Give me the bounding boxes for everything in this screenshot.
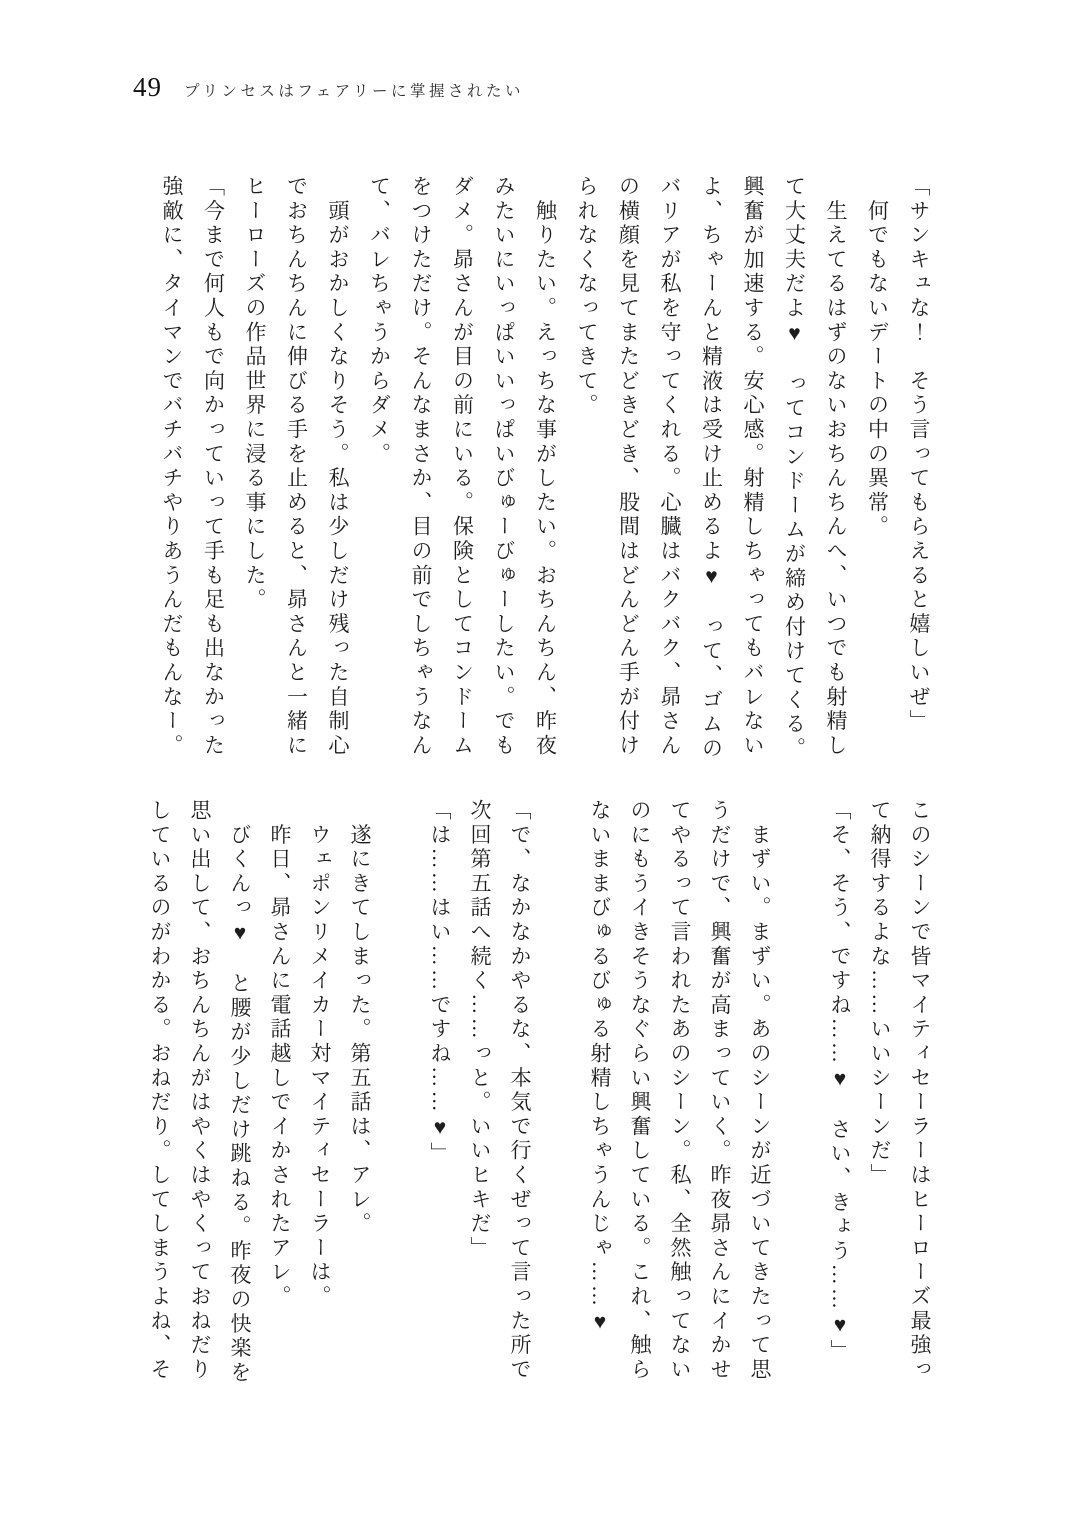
text-column: 頭がおかしくなりそう。私は少しだけ残った自制心: [326, 175, 350, 759]
text-column: うだけで、興奮が高まっていく。昨夜昴さんにイかせ: [708, 799, 732, 1383]
text-column: びくんっ♥ と腰が少しだけ跳ねる。昨夜の快楽を: [228, 799, 252, 1386]
text-column: 「今まで何人もで向かっていって手も足も出なかった: [201, 175, 226, 759]
text-column: よ、ちゃーんと精液は受け止めるよ♥ って、ゴムの: [699, 175, 724, 762]
text-column: みたいにいっぱいいっぱいびゅーびゅーしたい。でも: [492, 175, 516, 759]
text-column: ないままびゅるびゅる射精しちゃうんじゃ……♥: [588, 799, 612, 1337]
text-column: このシーンで皆マイティセーラーはヒーローズ最強っ: [908, 799, 932, 1383]
text-column: 何でもないデートの中の異常。: [865, 175, 890, 540]
text-column: て納得するよな……いいシーンだ」: [868, 799, 892, 1188]
text-column: 「サンキュな！ そう言ってもらえると嬉しいぜ」: [907, 175, 931, 734]
page-header: [133, 72, 524, 103]
text-column: しているのがわかる。おねだり。してしまうよね、そ: [148, 799, 172, 1383]
text-column: 遂にきてしまった。第五話は、アレ。: [348, 799, 372, 1237]
text-column: 生えてるはずのないおちんちんへ、いつでも射精し: [824, 175, 848, 759]
top-text-block: [151, 175, 940, 780]
page-number: 49: [133, 72, 162, 102]
text-column: の横顔を見てまたどきどき、股間はどんどん手が付け: [616, 175, 641, 759]
bottom-text-block: [140, 799, 940, 1404]
text-column: 「で、なかなかやるな、本気で行くぜって言った所で: [508, 799, 532, 1383]
text-column: 昨日、昴さんに電話越しでイかされたアレ。: [268, 799, 292, 1310]
text-column: て大丈夫だよ♥ ってコンドームが締め付けてくる。: [782, 175, 807, 762]
text-column-blank: [540, 799, 580, 1393]
text-column: 思い出して、おちんちんがはやくはやくっておねだり: [188, 799, 212, 1383]
text-column: でおちんちんに伸びる手を止めると、昴さんと一緒に: [284, 175, 309, 759]
text-column: まずい。まずい。あのシーンが近づいてきたって思: [748, 799, 772, 1383]
text-column: ダメ。昴さんが目の前にいる。保険としてコンドーム: [450, 175, 475, 759]
text-column-blank: [780, 799, 820, 1393]
running-title: プリンセスはフェアリーに掌握されたい: [184, 83, 524, 100]
text-column: ヒーローズの作品世界に浸る事にした。: [243, 175, 267, 613]
text-column: 「そ、そう、ですね……♥ さい、きょう……♥」: [828, 799, 852, 1364]
text-column: 「は……はい……ですね……♥」: [428, 799, 452, 1167]
text-column: 次回第五話へ続く……っと。いいヒキだ」: [468, 799, 492, 1261]
text-column: 興奮が加速する。安心感。射精しちゃってもバレない: [741, 175, 765, 759]
text-column: てやるって言われたあのシーン。私、全然触ってない: [668, 799, 692, 1383]
text-column: のにもうイきそうなぐらい興奮している。これ、触ら: [628, 799, 652, 1383]
text-column: ウェポンリメイカー対マイティセーラーは。: [308, 799, 332, 1310]
text-column: バリアが私を守ってくれる。心臓はバクバク、昴さん: [658, 175, 682, 759]
text-column: られなくなってきて。: [575, 175, 599, 418]
text-column-blank: [380, 799, 420, 1393]
text-column: 強敵に、タイマンでバチバチやりあうんだもんなー。: [160, 175, 184, 759]
text-column: 触りたい。えっちな事がしたい。おちんちん、昨夜: [533, 175, 558, 759]
text-column: をつけただけ。そんなまさか、目の前でしちゃうなん: [409, 175, 433, 759]
text-column: て、バレちゃうからダメ。: [367, 175, 392, 467]
